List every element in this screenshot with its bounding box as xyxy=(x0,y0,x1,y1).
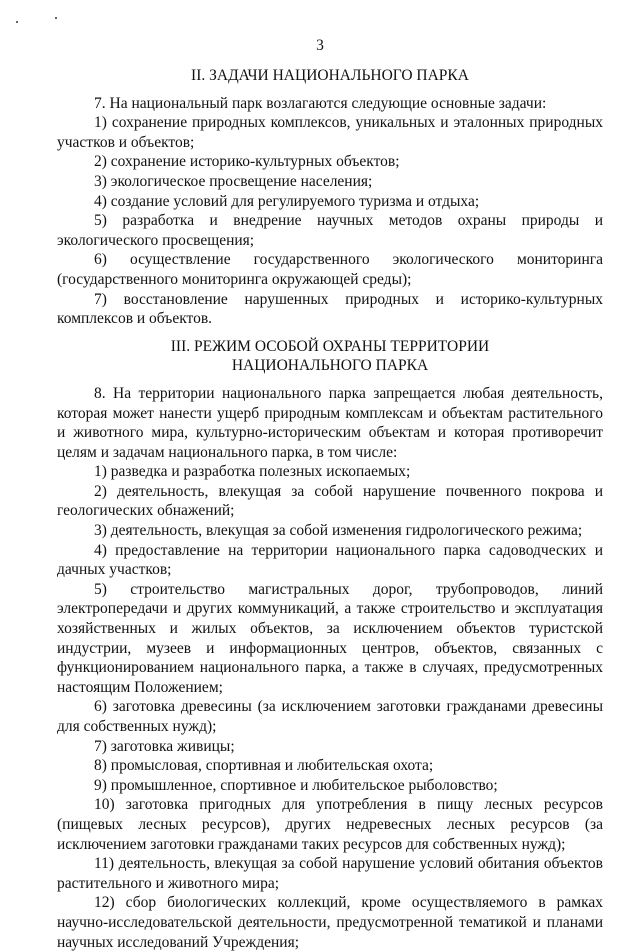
section-3-intro: 8. На территории национального парка запрещается любая деятельность, которая может нанести ущерб природным комплексам и объектам растительного и животного мира, культурно-историческим объектам и которая противоречит целям и задачам национального парка, в том числе: xyxy=(57,384,603,461)
section-3-item: 4) предоставление на территории национального парка садоводческих и дачных участков; xyxy=(57,541,603,579)
document-body xyxy=(57,66,603,952)
section-2-item: 1) сохранение природных комплексов, уникальных и эталонных природных участков и объектов; xyxy=(57,114,603,151)
section-2-item: 5) разработка и внедрение научных методов охраны природы и экологического просвещения; xyxy=(57,212,603,249)
section-3-item: 3) деятельность, влекущая за собой изменения гидрологического режима; xyxy=(94,522,583,540)
section-2-item: 4) создание условий для регулируемого туризма и отдыха; xyxy=(94,192,480,210)
section-3-item: 11) деятельность, влекущая за собой нарушение условий обитания объектов растительного и животного мира; xyxy=(57,855,603,892)
section-3-item: 7) заготовка живицы; xyxy=(94,737,235,755)
section-2-item: 2) сохранение историко-культурных объектов; xyxy=(94,153,400,171)
section-2-item: 7) восстановление нарушенных природных и историко-культурных комплексов и объектов. xyxy=(57,290,603,328)
page-number: 3 xyxy=(316,37,324,54)
section-3-item: 9) промышленное, спортивное и любительское рыболовство; xyxy=(94,776,498,794)
section-3-item: 10) заготовка пригодных для употребления в пищу лесных ресурсов (пищевых лесных ресурсов), других недревесных лесных ресурсов (за исключением заготовки гражданами таких ресурсов для собственных нужд); xyxy=(57,796,603,853)
section-2-title: II. ЗАДАЧИ НАЦИОНАЛЬНОГО ПАРКА xyxy=(191,67,469,84)
section-3-item: 8) промысловая, спортивная и любительская охота; xyxy=(94,757,434,775)
section-3-item: 2) деятельность, влекущая за собой нарушение почвенного покрова и геологических обнажений; xyxy=(57,482,603,520)
section-2-item: 3) экологическое просвещение населения; xyxy=(94,172,373,190)
section-3-item: 6) заготовка древесины (за исключением заготовки гражданами древесины для собственных нужд); xyxy=(57,698,603,735)
section-2-item: 6) осуществление государственного экологического мониторинга (государственного мониторинга окружающей среды); xyxy=(57,251,603,288)
section-3-title xyxy=(57,337,603,376)
section-3-item: 1) разведка и разработка полезных ископаемых; xyxy=(94,463,411,481)
section-2-intro: 7. На национальный парк возлагаются следующие основные задачи: xyxy=(94,94,547,112)
section-3-title-line-1: III. РЕЖИМ ОСОБОЙ ОХРАНЫ ТЕРРИТОРИИ xyxy=(170,337,490,355)
scan-speck xyxy=(16,21,18,23)
section-3-item: 5) строительство магистральных дорог, трубопроводов, линий электропередачи и других коммуникаций, а также строительство и эксплуатация хозяйственных и жилых объектов, за исключением объектов туристской индустрии, музеев и информационных центров, объектов, связанных с функционированием национального парка, а также в случаях, предусмотренных настоящим Положением; xyxy=(57,580,603,696)
section-3-item: 12) сбор биологических коллекций, кроме осуществляемого в рамках научно-исследовательской деятельности, предусмотренной тематикой и планами научных исследований Учреждения; xyxy=(57,894,603,951)
scan-speck xyxy=(55,17,57,19)
section-3-title-line-2: НАЦИОНАЛЬНОГО ПАРКА xyxy=(231,357,429,375)
